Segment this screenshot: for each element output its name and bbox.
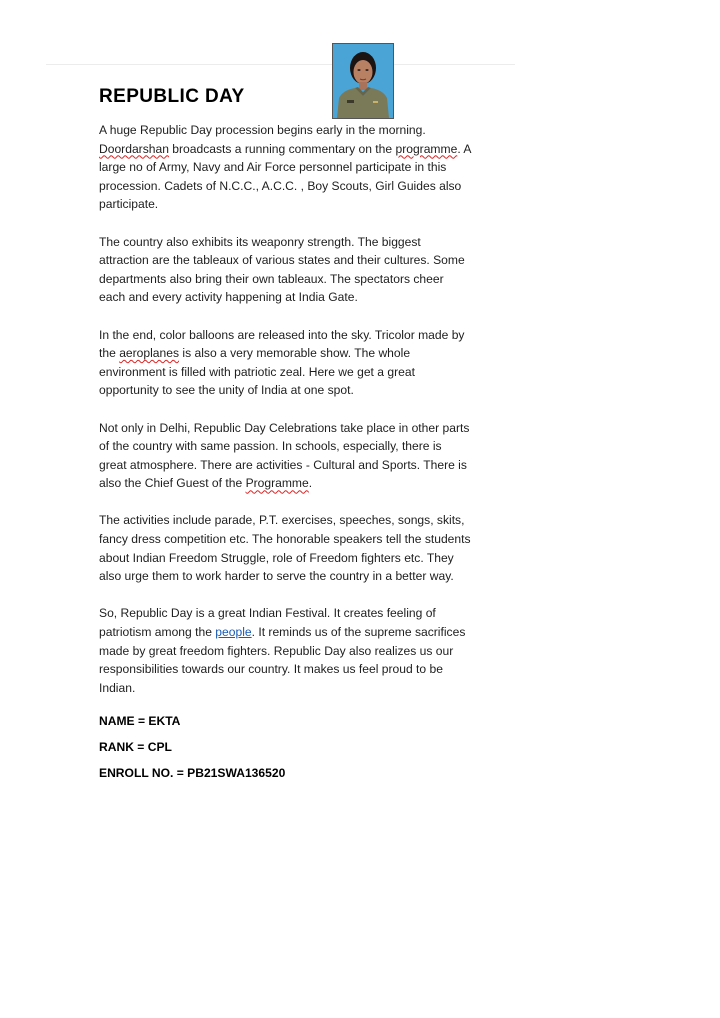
page-title: REPUBLIC DAY — [99, 86, 245, 107]
spellcheck-word: Doordarshan — [99, 141, 169, 156]
paragraph-1: A huge Republic Day procession begins early in the morning. Doordarshan broadcasts a running commentary on the programme. A large no of Army, Navy and Air Force personnel participate in this procession. Cadets of N.C.C., A.C.C. , Boy Scouts, Girl Guides also participate. — [99, 123, 471, 212]
paragraph-4: Not only in Delhi, Republic Day Celebrations take place in other parts of the country with same passion. In schools, especially, there is great atmosphere. There are activities - Cultural and Sports. There is also the Chief Guest of the Programme. — [99, 420, 470, 491]
cadet-rank: RANK = CPL — [99, 740, 172, 754]
paragraph-5: The activities include parade, P.T. exercises, speeches, songs, skits, fancy dress competition etc. The honorable speakers tell the students about Indian Freedom Struggle, role of Freedom fighters etc. They also urge them to work harder to serve the country in a better way. — [99, 513, 471, 584]
essay-body — [99, 121, 471, 697]
paragraph-3: In the end, color balloons are released into the sky. Tricolor made by the aeroplanes is also a very memorable show. The whole environment is filled with patriotic zeal. Here we get a great opportunity to see the unity of India at one spot. — [99, 327, 465, 398]
people-link[interactable]: people — [215, 625, 252, 640]
paragraph-6: So, Republic Day is a great Indian Festival. It creates feeling of patriotism among the people. It reminds us of the supreme sacrifices made by great freedom fighters. Republic Day also realizes us our responsibilities towards our country. It makes us feel proud to be Indian. — [99, 606, 466, 695]
cadet-name: NAME = EKTA — [99, 714, 181, 728]
cadet-enroll-number: ENROLL NO. = PB21SWA136520 — [99, 766, 286, 780]
cadet-photo — [332, 43, 394, 119]
paragraph-2: The country also exhibits its weaponry strength. The biggest attraction are the tableaux of various states and their cultures. Some departments also bring their own tableaux. The spectators cheer each and every activity happening at India Gate. — [99, 234, 465, 305]
spellcheck-word: aeroplanes — [119, 346, 180, 361]
spellcheck-word: Programme — [245, 476, 309, 491]
header-divider — [46, 64, 515, 65]
spellcheck-word: programme — [395, 141, 458, 156]
